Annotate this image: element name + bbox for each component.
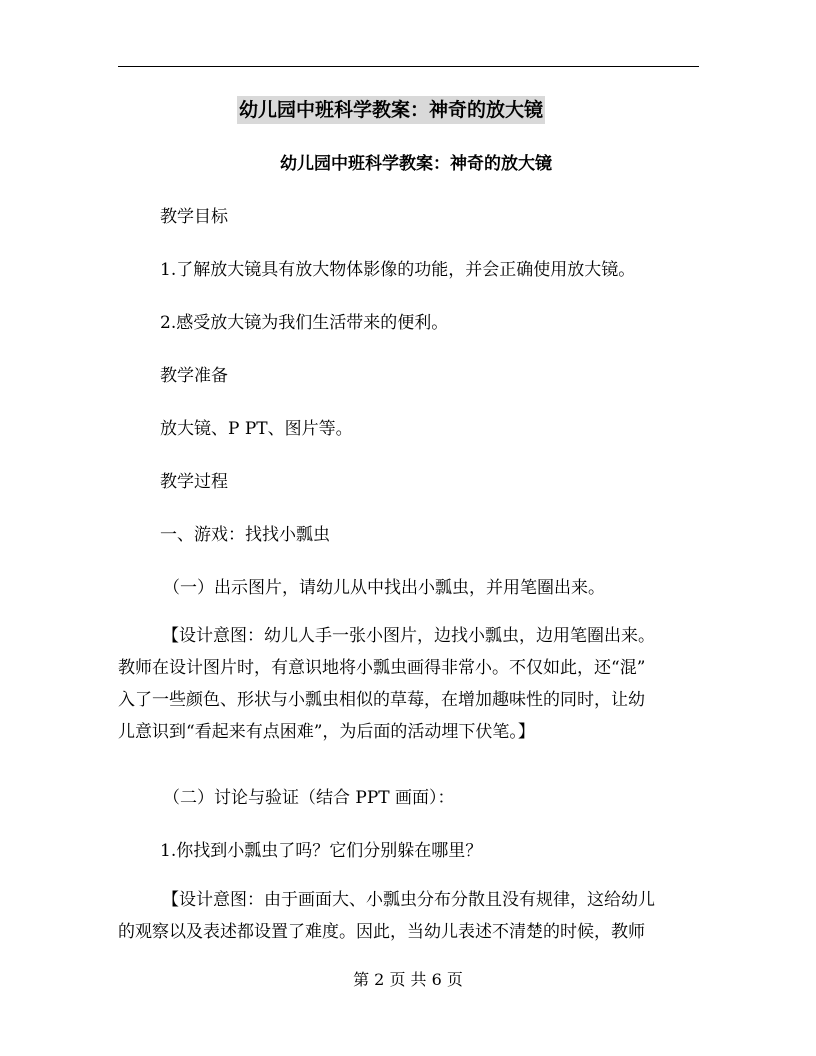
design-intent-2-line-2: 的观察以及表述都设置了难度。因此，当幼儿表述不清楚的时候，教师 [118,922,645,942]
process-subsection-1: （一）出示图片，请幼儿从中找出小瓢虫，并用笔圈出来。 [163,578,605,598]
heading-teaching-prep: 教学准备 [160,366,228,386]
header-rule [118,66,699,67]
goal-item-1: 1.了解放大镜具有放大物体影像的功能，并会正确使用放大镜。 [160,260,636,280]
heading-teaching-goals: 教学目标 [160,207,228,227]
process-section-1: 一、游戏：找找小瓢虫 [160,525,330,545]
process-subsection-2: （二）讨论与验证（结合 PPT 画面）： [163,788,455,808]
page-number-footer: 第 2 页 共 6 页 [353,970,463,989]
design-intent-1-line-1: 【设计意图：幼儿人手一张小图片，边找小瓢虫，边用笔圈出来。 [162,626,655,646]
design-intent-1-line-2: 教师在设计图片时，有意识地将小瓢虫画得非常小。不仅如此，还“混” [118,658,646,678]
document-subtitle: 幼儿园中班科学教案：神奇的放大镜 [280,154,552,174]
prep-materials: 放大镜、P PT、图片等。 [160,419,353,439]
design-intent-2-line-1: 【设计意图：由于画面大、小瓢虫分布分散且没有规律，这给幼儿 [162,890,655,910]
design-intent-1-line-4: 儿意识到“看起来有点困难”，为后面的活动埋下伏笔。】 [118,722,535,742]
heading-teaching-process: 教学过程 [160,472,228,492]
question-1: 1.你找到小瓢虫了吗？它们分别躲在哪里？ [160,841,483,861]
design-intent-1-line-3: 入了一些颜色、形状与小瓢虫相似的草莓，在增加趣味性的同时，让幼 [118,690,645,710]
design-intent-block-2 [118,884,718,948]
goal-item-2: 2.感受放大镜为我们生活带来的便利。 [160,313,449,333]
design-intent-block-1 [118,620,718,748]
document-title: 幼儿园中班科学教案：神奇的放大镜 [237,96,545,124]
